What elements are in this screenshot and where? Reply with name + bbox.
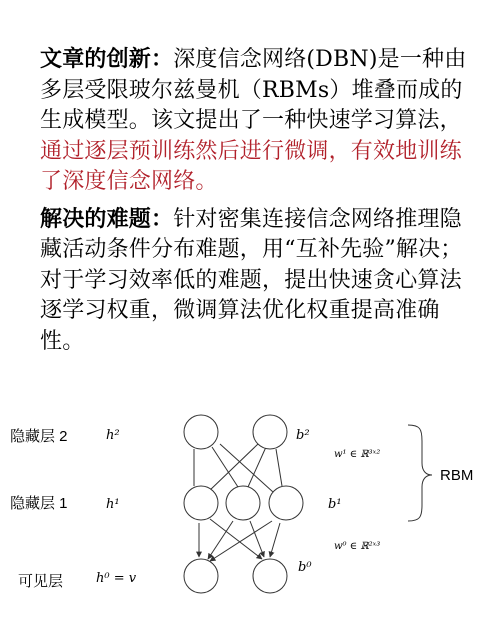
innovation-paragraph	[40, 44, 472, 198]
problem-text: 针对密集连接信念网络推理隐藏活动条件分布难题，用“互补先验”解决；对于学习效率低的难题，提出快速贪心算法逐学习权重，微调算法优化权重提高准确性。	[40, 206, 463, 354]
hidden-layer-1-label: 隐藏层 1	[10, 495, 68, 512]
problem-heading: 解决的难题：	[40, 205, 174, 232]
problem-paragraph	[40, 204, 472, 358]
innovation-highlight: 通过逐层预训练然后进行微调，有效地训练了深度信念网络	[40, 138, 462, 194]
node-h1-1	[184, 486, 218, 520]
b2-label: b²	[296, 428, 310, 443]
w0-label: w⁰ ∈ ℝ²ˣ³	[334, 541, 381, 552]
b0-label: b⁰	[298, 560, 312, 575]
h2-var: h²	[106, 428, 120, 443]
node-h1-2	[226, 486, 260, 520]
rbm-label: RBM	[440, 467, 474, 484]
hidden-layer-2-label: 隐藏层 2	[10, 428, 68, 445]
visible-layer-label: 可见层	[18, 573, 64, 590]
innovation-heading: 文章的创新：	[40, 46, 174, 72]
h0-var: h⁰ = v	[96, 571, 137, 586]
node-h1-3	[269, 486, 303, 520]
node-v-1	[184, 559, 218, 593]
innovation-text: 深度信念网络(DBN)是一种由多层受限玻尔兹曼机（RBMs）堆叠而成的生成模型。该文提出了一种快速学习算法，	[40, 47, 467, 133]
text-block	[40, 44, 472, 363]
dbn-diagram	[0, 395, 500, 640]
h1-var: h¹	[106, 497, 120, 512]
w1-label: w¹ ∈ ℝ³ˣ²	[334, 449, 381, 460]
node-v-2	[253, 559, 287, 593]
node-h2-2	[253, 415, 287, 449]
rbm-brace	[408, 425, 432, 521]
edges-h1-v	[199, 519, 280, 561]
b1-label: b¹	[328, 497, 342, 512]
node-h2-1	[184, 415, 218, 449]
edges-h2-h1	[194, 444, 282, 492]
innovation-period: 。	[195, 169, 218, 194]
